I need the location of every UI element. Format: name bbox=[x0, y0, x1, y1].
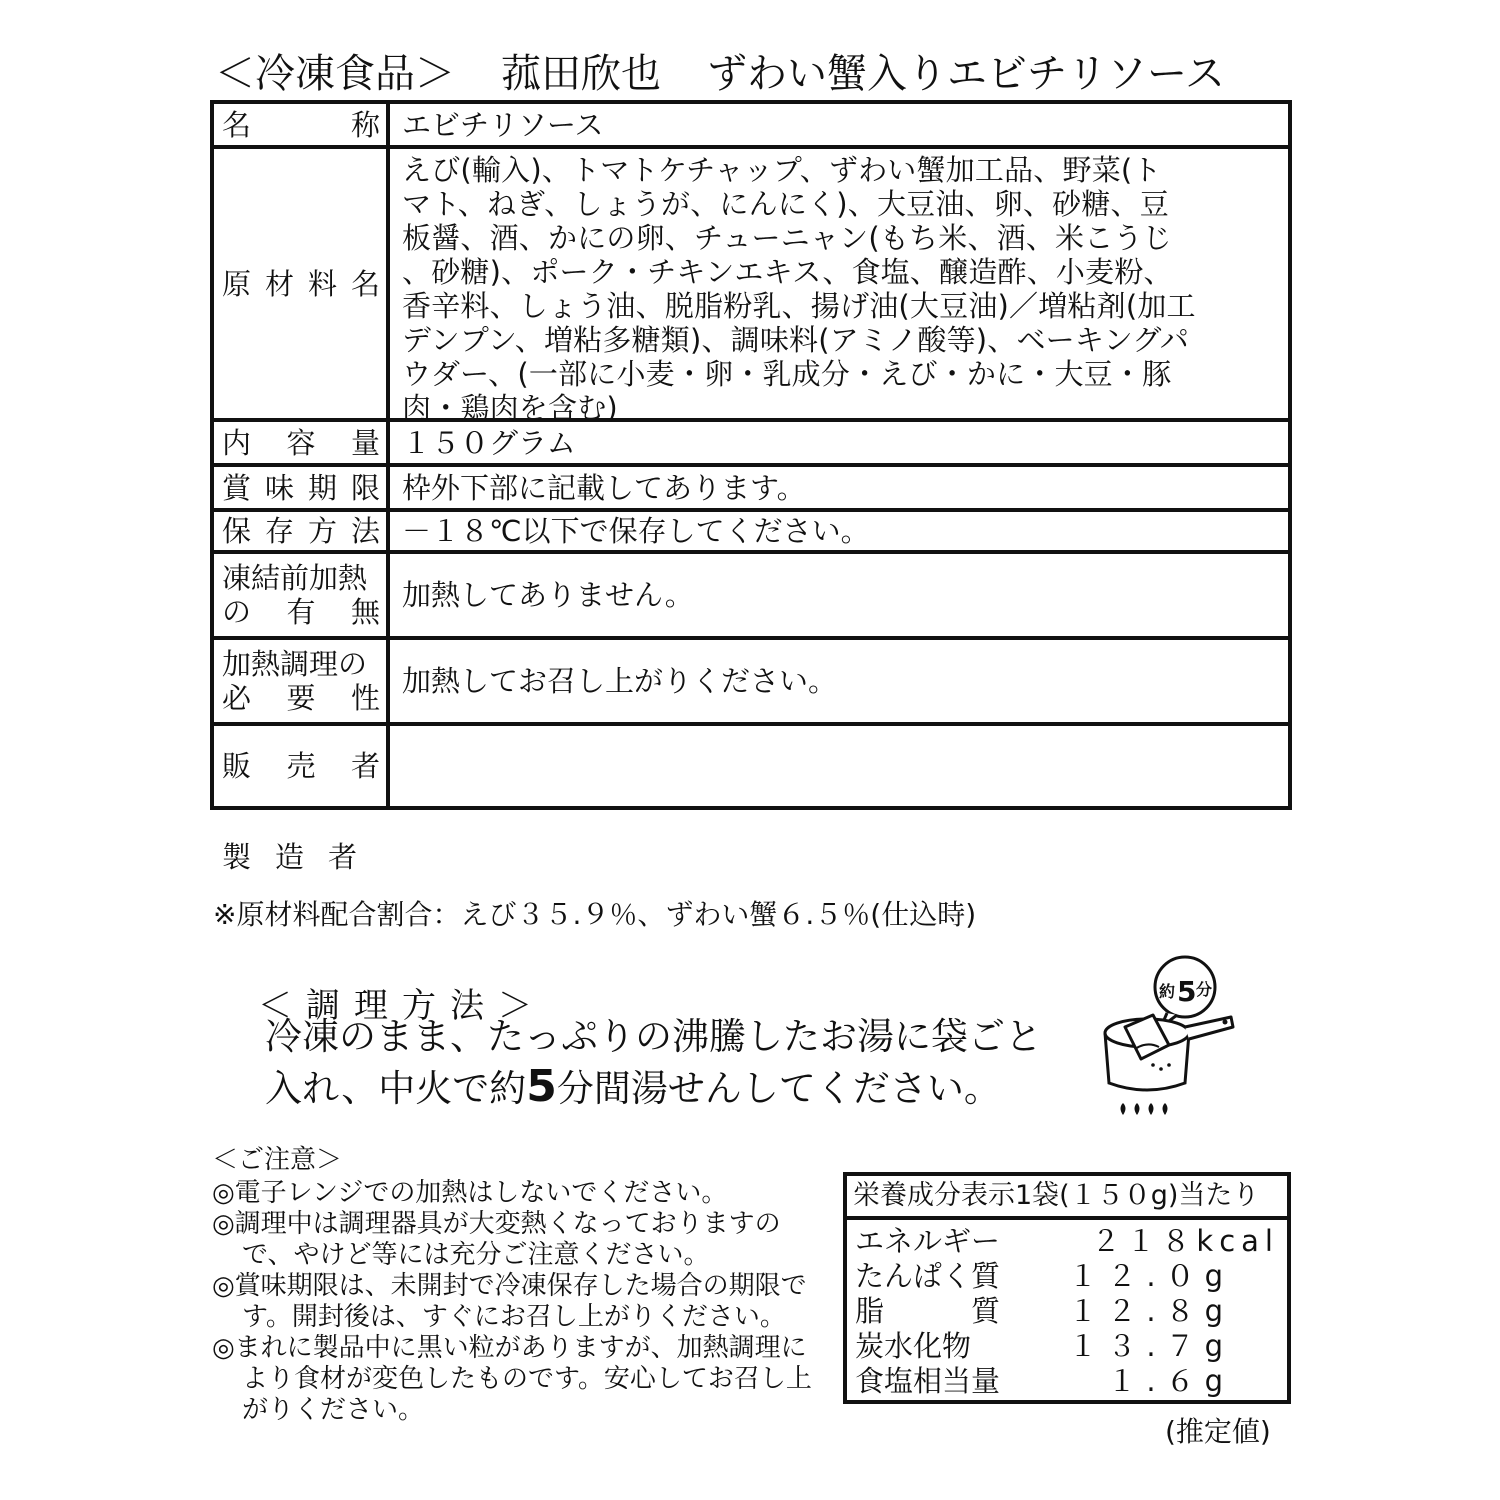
ingredients-line: 、砂糖)、ポーク・チキンエキス、食塩、醸造酢、小麦粉、 bbox=[402, 255, 1173, 289]
nutrition-heading: 栄養成分表示1袋(１５０g)当たり bbox=[847, 1176, 1287, 1220]
caution-item: ◎電子レンジでの加熱はしないでください。 bbox=[212, 1178, 728, 1208]
row-content bbox=[214, 422, 1288, 467]
caution-item: ◎賞味期限は、未開封で冷凍保存した場合の期限です。開封後は、すぐにお召し上がりください。 bbox=[212, 1271, 807, 1332]
seller-value bbox=[394, 726, 1288, 806]
ingredients-line: ウダー、(一部に小麦・卵・乳成分・えび・かに・大豆・豚 bbox=[402, 357, 1172, 391]
badge-number: 5 bbox=[1177, 975, 1197, 1008]
ingredients-line: 香辛料、しょう油、脱脂粉乳、揚げ油(大豆油)／増粘剤(加工 bbox=[402, 289, 1196, 323]
cooking-method-heading: ＜調理方法＞ bbox=[258, 986, 546, 1026]
cooking-label: 加熱調理の 必 要 性 bbox=[214, 640, 390, 722]
ingredient-ratio: ※原材料配合割合：えび３５.９％、ずわい蟹６.５％(仕込時) bbox=[213, 898, 977, 931]
cooking-method-text: 冷凍のまま、たっぷりの沸騰したお湯に袋ごと 入れ、中火で約5分間湯せんしてください。 bbox=[265, 1015, 1042, 1112]
nutrition-row: エネルギー ２１８kcal bbox=[855, 1224, 1279, 1258]
cooking-value: 加熱してお召し上がりください。 bbox=[402, 664, 838, 698]
boiling-pot-icon bbox=[1095, 955, 1245, 1125]
maker-label: 製造者 bbox=[222, 840, 382, 874]
row-seller bbox=[214, 726, 1288, 806]
name-label: 名 称 bbox=[214, 104, 390, 145]
row-cooking bbox=[214, 640, 1288, 726]
product-title bbox=[215, 50, 1225, 98]
row-storage bbox=[214, 512, 1288, 554]
nutrition-row: 炭水化物 １３.７g bbox=[855, 1329, 1233, 1363]
storage-value: －１８℃以下で保存してください。 bbox=[402, 514, 870, 548]
row-ingredients bbox=[214, 149, 1288, 425]
pot-illustration bbox=[1095, 955, 1245, 1125]
row-best-before bbox=[214, 467, 1288, 512]
ingredients-line: 肉・鶏肉を含む) bbox=[402, 391, 618, 425]
cautions-heading: ＜ご注意＞ bbox=[212, 1145, 343, 1175]
ingredients-line: 板醤、酒、かにの卵、チューニャン(もち米、酒、米こうじ bbox=[402, 221, 1172, 255]
ingredients-line: マト、ねぎ、しょうが、にんにく)、大豆油、卵、砂糖、豆 bbox=[402, 187, 1169, 221]
badge-suffix: 分 bbox=[1196, 980, 1213, 999]
food-label-table bbox=[210, 100, 1292, 810]
row-name bbox=[214, 104, 1288, 149]
badge-prefix: 約 bbox=[1159, 982, 1176, 1001]
storage-label: 保 存 方 法 bbox=[214, 512, 390, 550]
caution-item: ◎まれに製品中に黒い粒がありますが、加熱調理により食材が変色したものです。安心してお召し上がりください。 bbox=[212, 1333, 812, 1425]
best-before-label: 賞 味 期 限 bbox=[214, 467, 390, 508]
ingredients-line: デンプン、増粘多糖類)、調味料(アミノ酸等)、ベーキングパ bbox=[402, 323, 1190, 357]
content-label: 内 容 量 bbox=[214, 422, 390, 463]
nutrition-row: たんぱく質 １２.０g bbox=[855, 1259, 1233, 1293]
category-label: ＜冷凍食品＞ bbox=[215, 51, 455, 97]
cautions bbox=[212, 1145, 832, 1426]
ingredients-line: えび(輸入)、トマトケチャップ、ずわい蟹加工品、野菜(ト bbox=[402, 153, 1162, 187]
nutrition-table bbox=[843, 1172, 1291, 1404]
product-name: ずわい蟹入りエビチリソース bbox=[707, 51, 1225, 97]
ingredients-value bbox=[394, 149, 1288, 425]
nutrition-row: 食塩相当量 １.６g bbox=[855, 1364, 1233, 1398]
estimate-note: (推定値) bbox=[1165, 1415, 1271, 1448]
preheat-label: 凍結前加熱 の 有 無 bbox=[214, 554, 390, 636]
row-preheat bbox=[214, 554, 1288, 640]
seller-label: 販 売 者 bbox=[214, 726, 390, 806]
preheat-value: 加熱してありません。 bbox=[402, 578, 694, 612]
brand-name: 菰田欣也 bbox=[501, 51, 661, 97]
best-before-value: 枠外下部に記載してあります。 bbox=[402, 470, 806, 505]
ingredients-label: 原 材 料 名 bbox=[214, 149, 390, 418]
name-value: エビチリソース bbox=[402, 107, 604, 142]
nutrition-row: 脂 質 １２.８g bbox=[855, 1294, 1233, 1328]
content-value: １５０グラム bbox=[402, 425, 576, 460]
caution-item: ◎調理中は調理器具が大変熱くなっておりますので、やけど等には充分ご注意ください。 bbox=[212, 1209, 781, 1270]
